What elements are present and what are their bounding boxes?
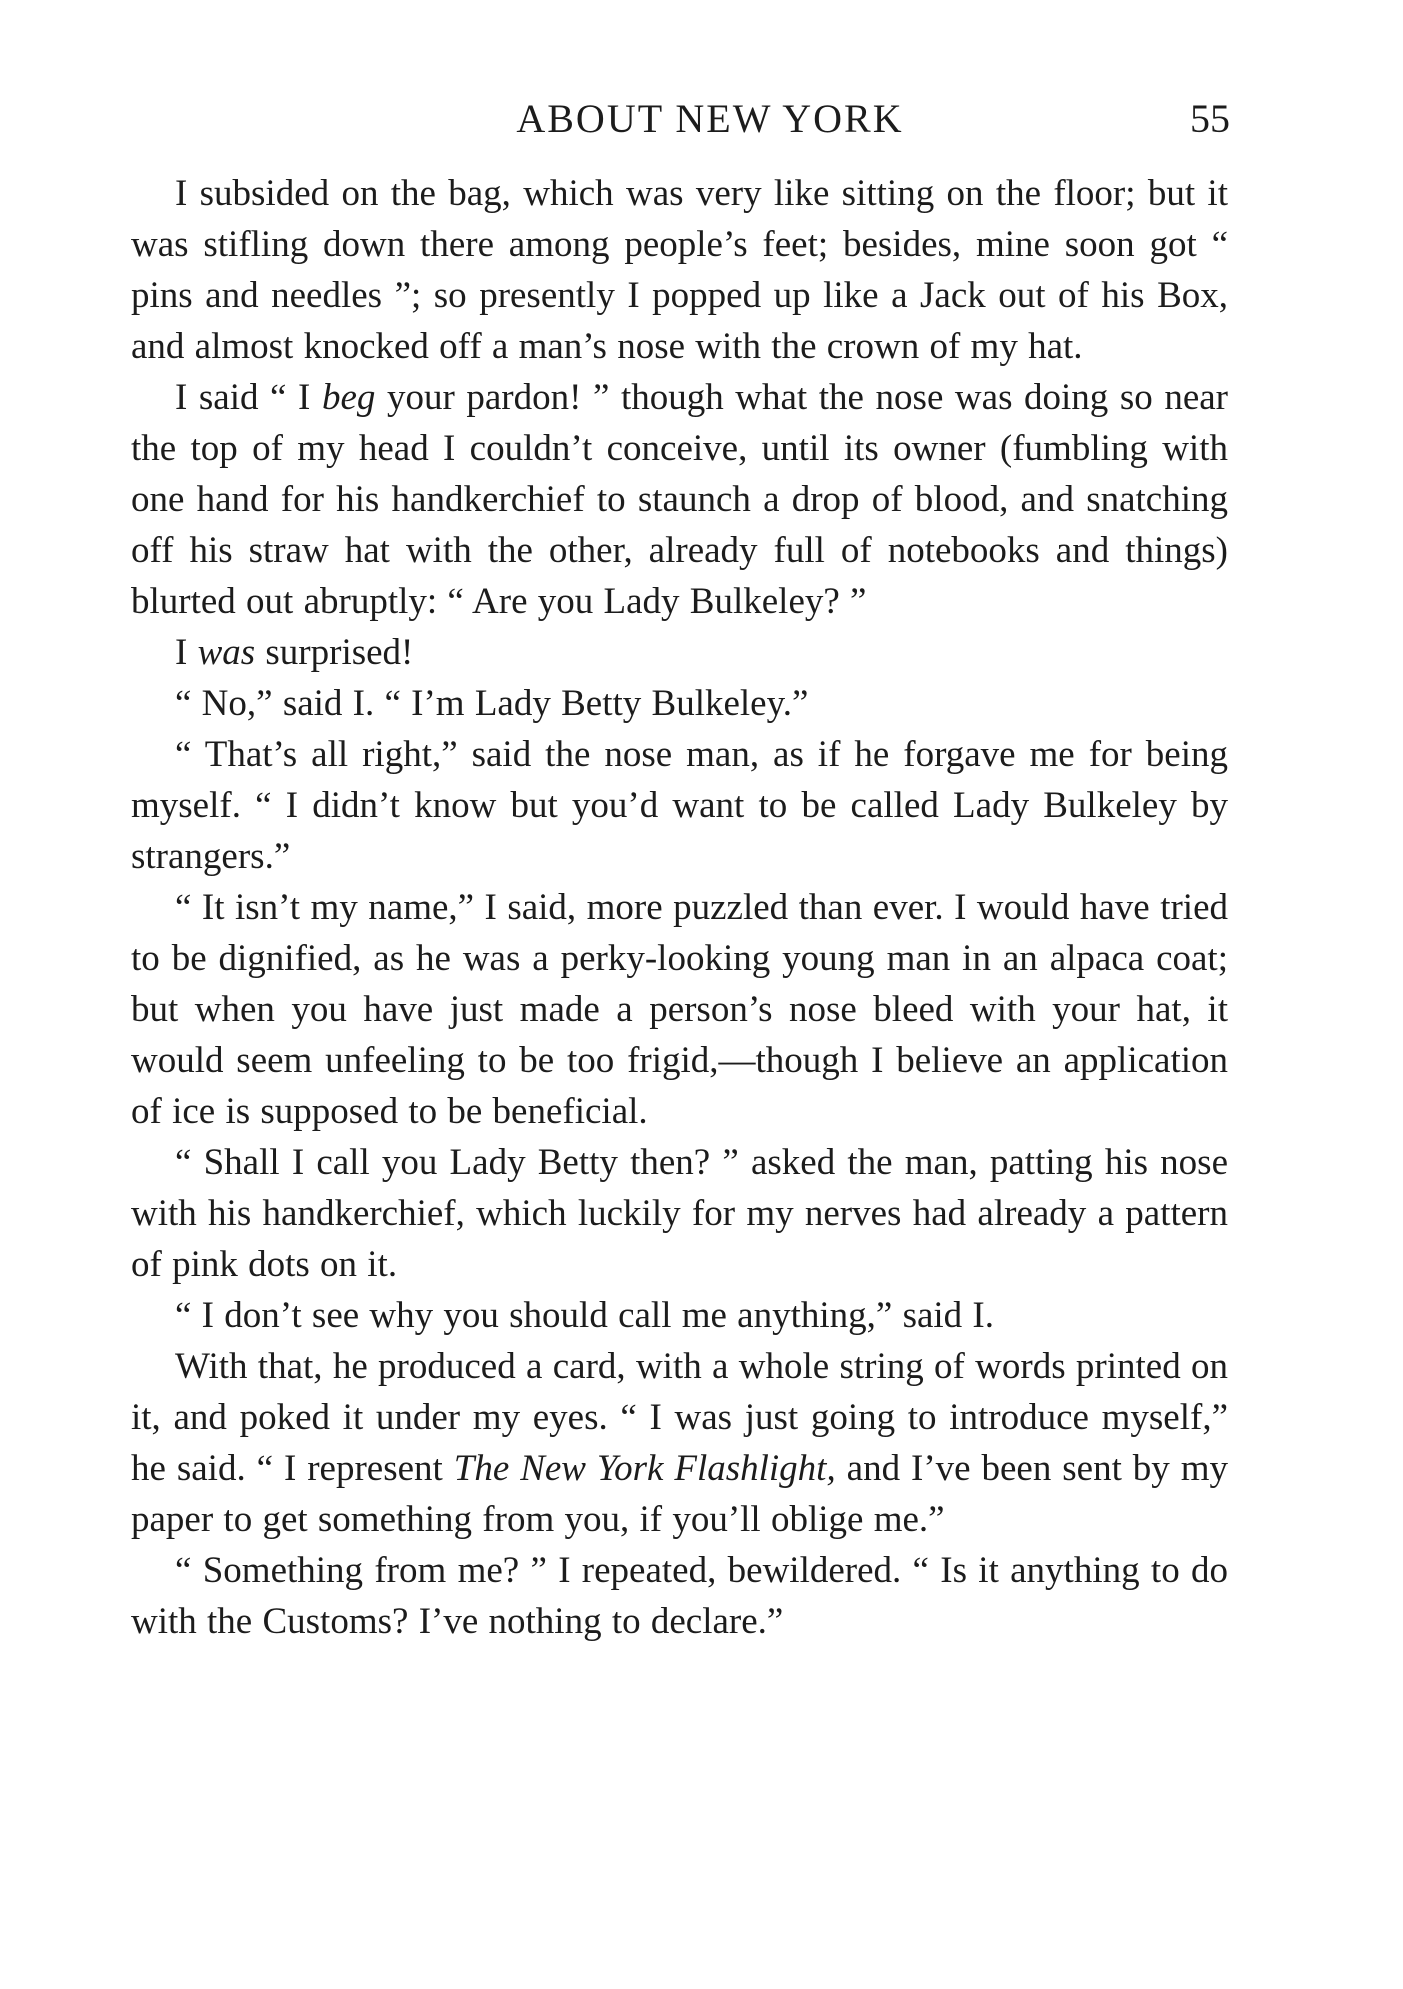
paragraph-9 [131, 1341, 1228, 1545]
page-number: 55 [1190, 96, 1230, 141]
paragraph-7: “ Shall I call you Lady Betty then? ” asked the man, patting his nose with his handkerchief, which luckily for my nerves had already a pattern of pink dots on it. [131, 1142, 1228, 1285]
paragraph-1: I subsided on the bag, which was very like sitting on the floor; but it was stifling down there among people’s feet; besides, mine soon got “ pins and needles ”; so presently I popped up like a Jack out of his Box, and almost knocked off a man’s nose with the crown of my hat. [131, 173, 1228, 367]
paragraph-10: “ Something from me? ” I repeated, bewildered. “ Is it anything to do with the Customs? I’ve nothing to declare.” [131, 1550, 1228, 1642]
paragraph-9-part-1: With that, he produced a card, with a whole string of words printed on it, and poked it under my eyes. “ I was just going to introduce myself,” he said. “ I represent [131, 1346, 1228, 1489]
paragraph-8: “ I don’t see why you should call me anything,” said I. [175, 1295, 995, 1336]
paragraph-2-emphasis: beg [321, 377, 376, 418]
paragraph-3-emphasis: was [197, 632, 256, 673]
paragraph-2-part-2: your pardon! ” though what the nose was doing so near the top of my head I couldn’t conceive, until its owner (fumbling with one hand for his handkerchief to staunch a drop of blood, and snatching off his straw hat with the other, already full of notebooks and things) blurted out abruptly: “ Are you Lady Bulkeley? ” [131, 377, 1229, 622]
body-text [131, 168, 1228, 1647]
paragraph-3 [131, 627, 1228, 678]
paragraph-6: “ It isn’t my name,” I said, more puzzled than ever. I would have tried to be dignified, as he was a perky-looking young man in an alpaca coat; but when you have just made a person’s nose bleed with your hat, it would seem unfeeling to be too frigid,—though I believe an application of ice is supposed to be beneficial. [131, 887, 1228, 1132]
paragraph-9-newspaper-title: The New York Flashlight, [453, 1448, 836, 1489]
paragraph-2-part-1: I said “ I [175, 377, 322, 418]
paragraph-9-part-2: and I’ve been sent by my paper to get something from you, if you’ll oblige me.” [131, 1448, 1229, 1540]
paragraph-5: “ That’s all right,” said the nose man, as if he forgave me for being myself. “ I didn’t know but you’d want to be called Lady Bulkeley by strangers.” [131, 734, 1228, 877]
paragraph-3-part-2: surprised! [255, 632, 414, 673]
paragraph-4: “ No,” said I. “ I’m Lady Betty Bulkeley.” [175, 683, 809, 724]
paragraph-3-part-1: I [175, 632, 198, 673]
running-title: ABOUT NEW YORK [516, 96, 904, 141]
page-header [130, 95, 1230, 155]
paragraph-2 [131, 372, 1228, 627]
